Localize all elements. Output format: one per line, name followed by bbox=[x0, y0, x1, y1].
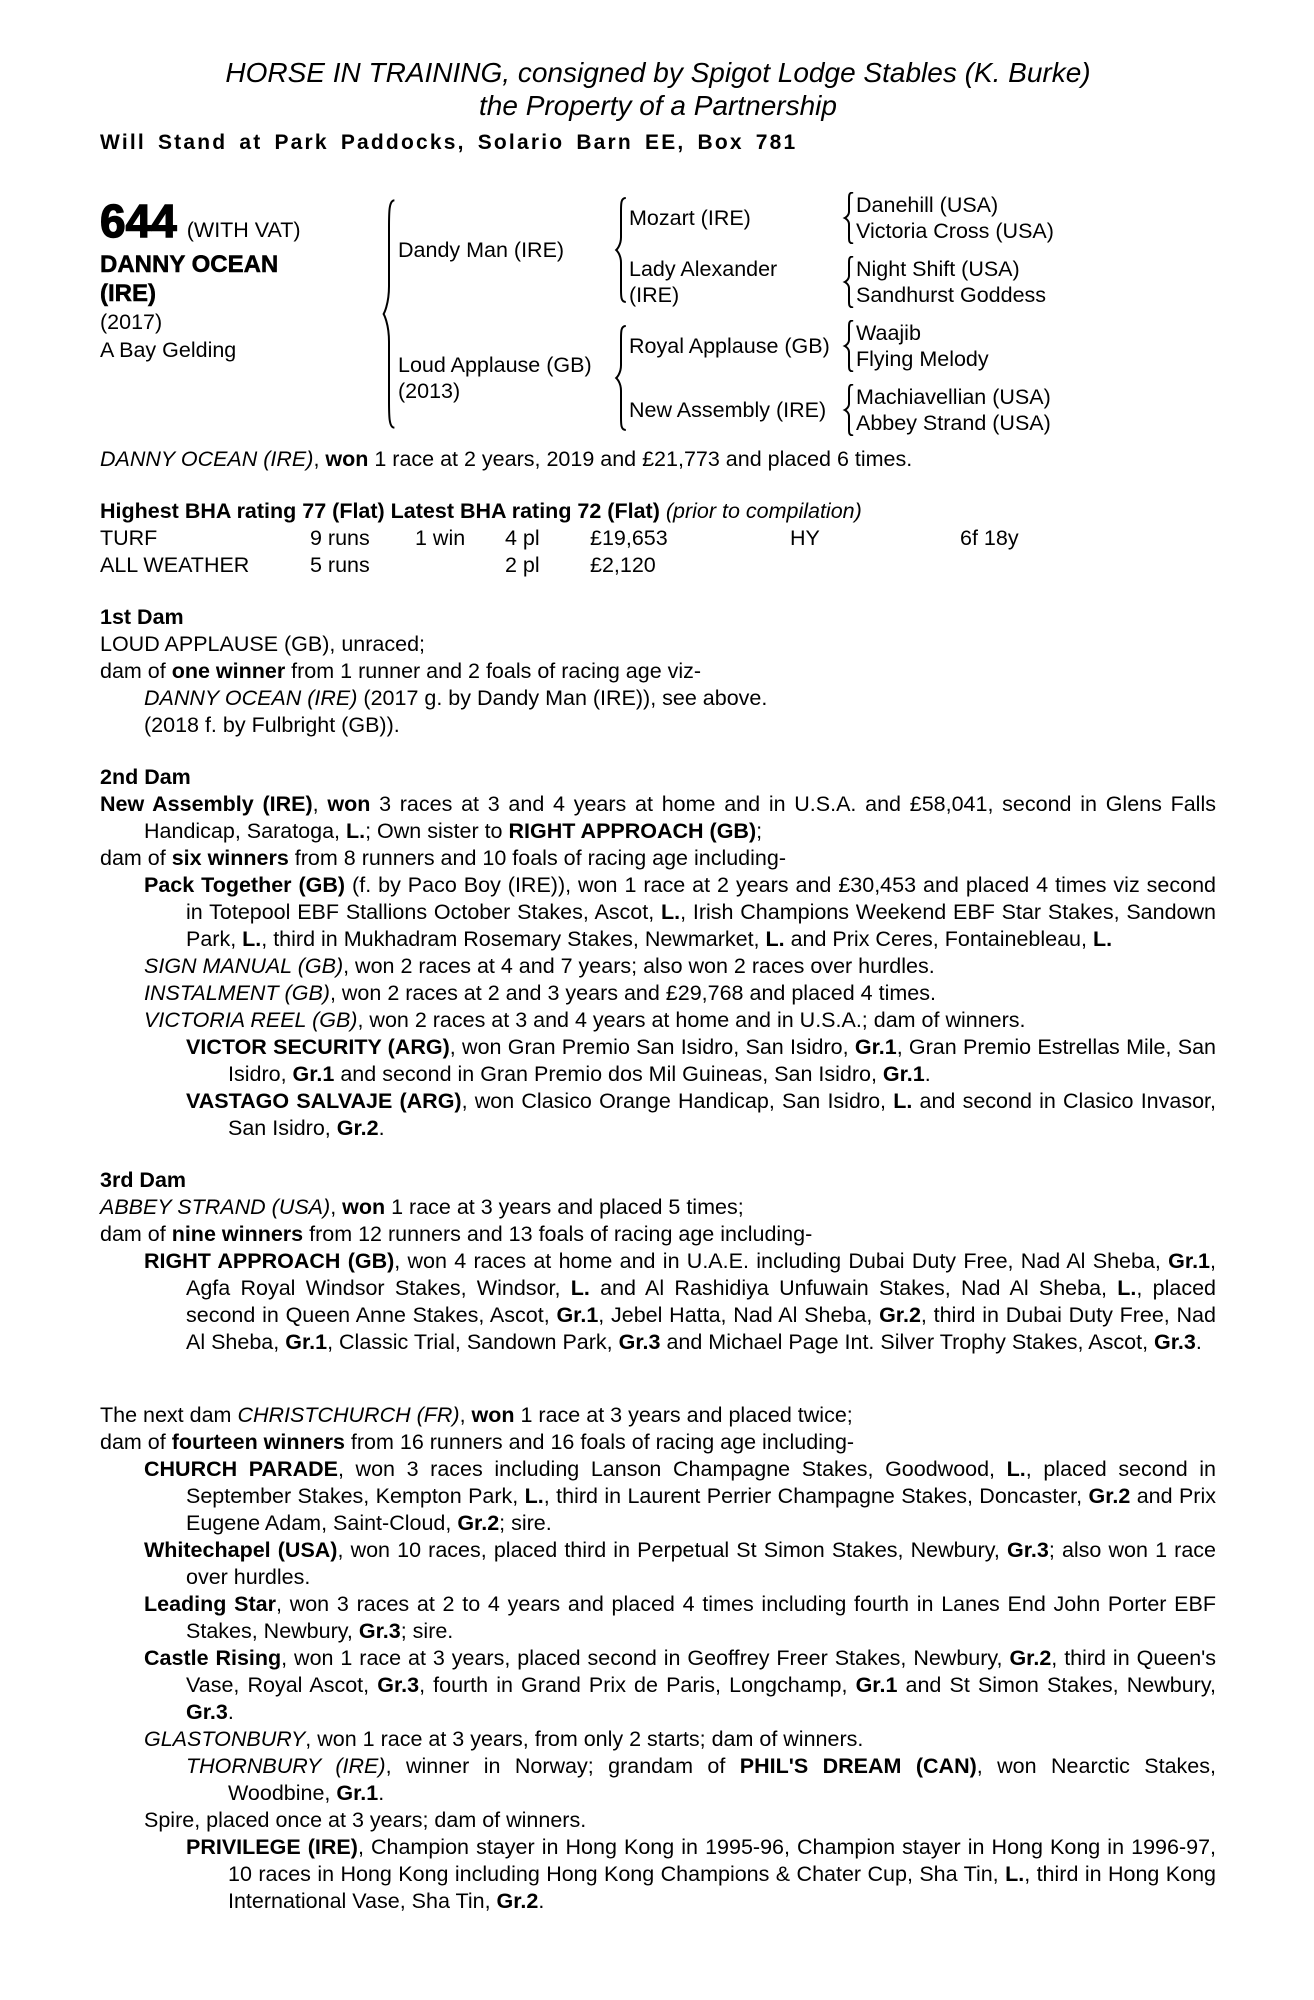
vat-note: (WITH VAT) bbox=[186, 218, 301, 242]
property-line: the Property of a Partnership bbox=[479, 90, 837, 121]
grandsire-name: Mozart (IRE) bbox=[629, 206, 751, 230]
sire-name: Dandy Man (IRE) bbox=[398, 238, 565, 262]
race-record: DANNY OCEAN (IRE), won 1 race at 2 years, 2019 and £21,773 and placed 6 times. bbox=[100, 447, 913, 471]
lot-number: 644 bbox=[100, 195, 177, 247]
pedigree-brace-main bbox=[380, 198, 398, 430]
stats-places: 4 pl bbox=[505, 526, 540, 550]
dam-summary: New Assembly (IRE), won 3 races at 3 and 4 years at home and in U.S.A. and £58,041, second in Glens Falls Handicap, Saratoga, L.; Own sister to RIGHT APPROACH (GB); bbox=[100, 792, 1216, 843]
great-grandparent-name: Abbey Strand (USA) bbox=[856, 411, 1051, 435]
granddam-unit bbox=[629, 384, 1216, 436]
sire-brace bbox=[613, 197, 629, 303]
offspring-entry: SIGN MANUAL (GB), won 2 races at 4 and 7 years; also won 2 races over hurdles. bbox=[144, 954, 935, 978]
offspring-entry: VICTORIA REEL (GB), won 2 races at 3 and 4 years at home and in U.S.A.; dam of winners. bbox=[144, 1008, 1026, 1032]
dam-summary: The next dam CHRISTCHURCH (FR), won 1 race at 3 years and placed twice; bbox=[100, 1403, 853, 1427]
stats-places: 2 pl bbox=[505, 553, 540, 577]
stats-distance: 6f 18y bbox=[960, 526, 1019, 550]
grandsire-name: Royal Applause (GB) bbox=[629, 334, 830, 358]
offspring-entry: GLASTONBURY, won 1 race at 3 years, from only 2 starts; dam of winners. bbox=[144, 1727, 864, 1751]
grandsire-unit bbox=[629, 320, 1216, 372]
horse-description: A Bay Gelding bbox=[100, 338, 237, 362]
granddam-name: New Assembly (IRE) bbox=[629, 398, 827, 422]
stats-row-turf bbox=[100, 525, 1216, 552]
produce-summary: dam of nine winners from 12 runners and 13 foals of racing age including- bbox=[100, 1222, 813, 1246]
offspring-entry: PRIVILEGE (IRE), Champion stayer in Hong Kong in 1995-96, Champion stayer in Hong Kong in 1996-97, 10 races in Hong Kong including Hong Kong Champions & Chater Cup, Sha Tin, L., third in Hong Kong International Vase, Sha Tin, Gr.2. bbox=[186, 1835, 1217, 1913]
offspring-entry: Pack Together (GB) (f. by Paco Boy (IRE)), won 1 race at 2 years and £30,453 and placed 4 times viz second in Totepool EBF Stallions October Stakes, Ascot, L., Irish Champions Weekend EBF Star Stakes, Sandown Park, L., third in Mukhadram Rosemary Stakes, Newmarket, L. and Prix Ceres, Fontainebleau, L. bbox=[144, 873, 1216, 951]
bha-rating-block bbox=[100, 498, 1216, 579]
stats-runs: 5 runs bbox=[310, 553, 370, 577]
stats-earnings: £19,653 bbox=[590, 526, 668, 550]
great-grandparent-name: Night Shift (USA) bbox=[856, 257, 1020, 281]
offspring-entry: INSTALMENT (GB), won 2 races at 2 and 3 years and £29,768 and placed 4 times. bbox=[144, 981, 936, 1005]
section-heading: 3rd Dam bbox=[100, 1168, 187, 1192]
produce-summary: dam of fourteen winners from 16 runners and 16 foals of racing age including- bbox=[100, 1430, 855, 1454]
stats-earnings: £2,120 bbox=[590, 553, 656, 577]
granddam-brace bbox=[842, 384, 856, 436]
dam-summary: ABBEY STRAND (USA), won 1 race at 3 years and placed 5 times; bbox=[100, 1195, 744, 1219]
stats-going: HY bbox=[790, 526, 820, 550]
third-dam-section bbox=[100, 1167, 1216, 1356]
offspring-entry: Leading Star, won 3 races at 2 to 4 years and placed 4 times including fourth in Lanes End John Porter EBF Stakes, Newbury, Gr.3; sire. bbox=[144, 1592, 1216, 1643]
dam-summary: LOUD APPLAUSE (GB), unraced; bbox=[100, 632, 426, 656]
stats-surface: ALL WEATHER bbox=[100, 553, 250, 577]
grandsire-unit bbox=[629, 192, 1216, 244]
bha-rating-line: Highest BHA rating 77 (Flat) Latest BHA rating 72 (Flat) (prior to compilation) bbox=[100, 499, 862, 523]
section-heading: 1st Dam bbox=[100, 605, 184, 629]
first-dam-section bbox=[100, 604, 1216, 739]
offspring-entry: CHURCH PARADE, won 3 races including Lanson Champagne Stakes, Goodwood, L., placed second in September Stakes, Kempton Park, L., third in Laurent Perrier Champagne Stakes, Doncaster, Gr.2 and Prix Eugene Adam, Saint-Cloud, Gr.2; sire. bbox=[144, 1457, 1216, 1535]
horse-name: DANNY OCEAN bbox=[100, 251, 279, 278]
second-dam-section bbox=[100, 764, 1216, 1142]
offspring-entry: (2018 f. by Fulbright (GB)). bbox=[144, 713, 400, 737]
offspring-entry: DANNY OCEAN (IRE) (2017 g. by Dandy Man (IRE)), see above. bbox=[144, 686, 768, 710]
dam-brace bbox=[613, 325, 629, 431]
stats-runs: 9 runs bbox=[310, 526, 370, 550]
dam-branch bbox=[398, 320, 1216, 436]
stats-wins: 1 win bbox=[415, 526, 466, 550]
horse-name-suffix: (IRE) bbox=[100, 280, 156, 307]
great-grandparent-name: Waajib bbox=[856, 321, 921, 345]
next-dam-section bbox=[100, 1402, 1216, 1915]
section-heading: 2nd Dam bbox=[100, 765, 191, 789]
granddam-unit bbox=[629, 256, 1216, 308]
lot-info bbox=[100, 195, 380, 364]
stats-going bbox=[790, 552, 960, 579]
lot-pedigree-area bbox=[100, 193, 1216, 446]
great-grandparent-name: Flying Melody bbox=[856, 347, 989, 371]
produce-summary: dam of six winners from 8 runners and 10 foals of racing age including- bbox=[100, 846, 786, 870]
consignor-line: HORSE IN TRAINING, consigned by Spigot Lodge Stables (K. Burke) bbox=[225, 57, 1091, 88]
offspring-entry: RIGHT APPROACH (GB), won 4 races at home and in U.A.E. including Dubai Duty Free, Nad Al Sheba, Gr.1, Agfa Royal Windsor Stakes, Windsor, L. and Al Rashidiya Unfuwain Stakes, Nad Al Sheba, L., placed second in Queen Anne Stakes, Ascot, Gr.1, Jebel Hatta, Nad Al Sheba, Gr.2, third in Dubai Duty Free, Nad Al Sheba, Gr.1, Classic Trial, Sandown Park, Gr.3 and Michael Page Int. Silver Trophy Stakes, Ascot, Gr.3. bbox=[144, 1249, 1216, 1354]
sire-branch bbox=[398, 192, 1216, 308]
offspring-entry: Whitechapel (USA), won 10 races, placed third in Perpetual St Simon Stakes, Newbury, Gr.3; also won 1 race over hurdles. bbox=[144, 1538, 1216, 1589]
offspring-entry: THORNBURY (IRE), winner in Norway; grandam of PHIL'S DREAM (CAN), won Nearctic Stakes, Woodbine, Gr.1. bbox=[186, 1754, 1216, 1805]
offspring-entry: VASTAGO SALVAJE (ARG), won Clasico Orange Handicap, San Isidro, L. and second in Clasico Invasor, San Isidro, Gr.2. bbox=[186, 1089, 1217, 1140]
grandsire-brace bbox=[842, 320, 856, 372]
great-grandparent-name: Danehill (USA) bbox=[856, 193, 999, 217]
dam-name: Loud Applause (GB) (2013) bbox=[398, 353, 592, 403]
granddam-name: Lady Alexander (IRE) bbox=[629, 257, 778, 307]
great-grandparent-name: Sandhurst Goddess bbox=[856, 283, 1047, 307]
pedigree-tree bbox=[380, 192, 1216, 436]
stand-location-line: Will Stand at Park Paddocks, Solario Barn EE, Box 781 bbox=[100, 131, 798, 154]
great-grandparent-name: Machiavellian (USA) bbox=[856, 385, 1051, 409]
granddam-brace bbox=[842, 256, 856, 308]
stats-wins bbox=[415, 552, 505, 579]
offspring-entry: VICTOR SECURITY (ARG), won Gran Premio San Isidro, San Isidro, Gr.1, Gran Premio Estrellas Mile, San Isidro, Gr.1 and second in Gran Premio dos Mil Guineas, San Isidro, Gr.1. bbox=[186, 1035, 1216, 1086]
offspring-entry: Castle Rising, won 1 race at 3 years, placed second in Geoffrey Freer Stakes, Newbury, Gr.2, third in Queen's Vase, Royal Ascot, Gr.3, fourth in Grand Prix de Paris, Longchamp, Gr.1 and St Simon Stakes, Newbury, Gr.3. bbox=[144, 1646, 1216, 1724]
produce-summary: dam of one winner from 1 runner and 2 foals of racing age viz- bbox=[100, 659, 702, 683]
grandsire-brace bbox=[842, 192, 856, 244]
offspring-entry: Spire, placed once at 3 years; dam of winners. bbox=[144, 1808, 587, 1832]
foaling-year: (2017) bbox=[100, 310, 163, 334]
stats-surface: TURF bbox=[100, 526, 158, 550]
stats-row-all-weather bbox=[100, 552, 1216, 579]
stats-distance bbox=[960, 552, 1216, 579]
great-grandparent-name: Victoria Cross (USA) bbox=[856, 219, 1054, 243]
